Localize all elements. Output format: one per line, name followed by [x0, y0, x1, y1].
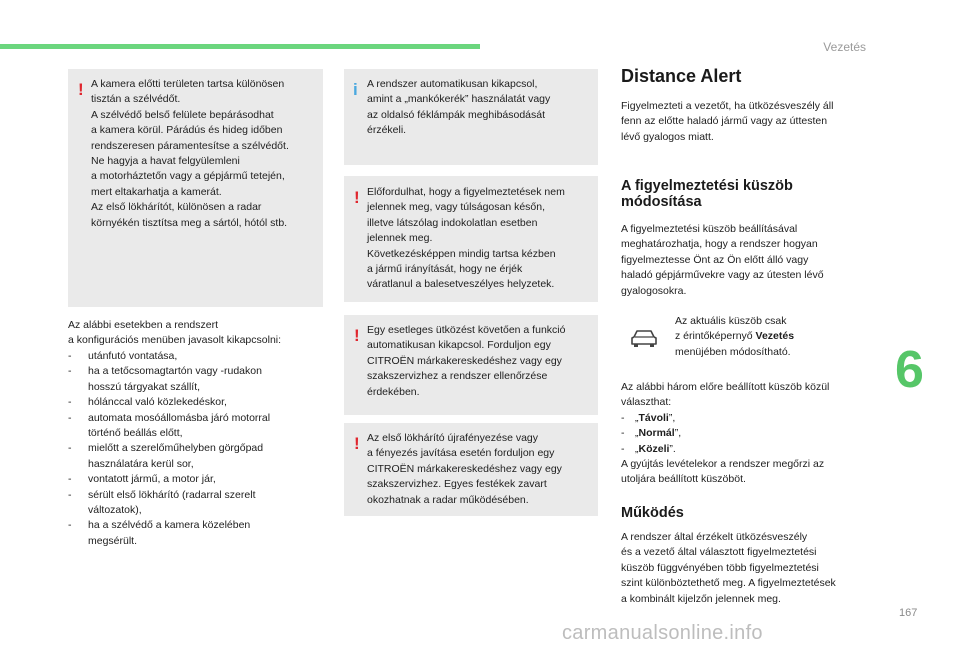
warning-text: Egy esetleges ütközést követően a funkció automatikusan kikapcsol. Forduljon egy CITROËN márkakereskedéshez vagy egy szakszervizhez a rendszer ellenőrzése érdekében.: [367, 324, 566, 398]
option-item: - „Távoli”,: [621, 411, 881, 426]
option-label: Normál: [638, 427, 675, 440]
note-text: Az aktuális küszöb csak z érintőképernyő: [675, 315, 787, 343]
warning-text: Az első lökhárító újrafényezése vagy a fényezés javítása esetén forduljon egy CITROËN márkakereskedéshez vagy egy szakszervizhez. Egyes festékek zavart okozhatnak a radar működésében.: [367, 432, 562, 506]
info-text: A rendszer automatikusan kikapcsol, amint a „mankókerék” használatát vagy az oldalsó féklámpák meghibásodását érzékeli.: [367, 78, 551, 137]
warning-icon: !: [354, 434, 360, 453]
warning-text: A kamera előtti területen tartsa különösen tisztán a szélvédőt. A szélvédő belső felülete bepárásodhat a kamera körül. Párádús és hideg időben rendszeresen páramentesítse a szélvédőt. Ne hagyja a havat felgyülemleni a motorháztetőn vagy a gépjármű tetején, mert eltakarhatja a kamerát. Az első lökhárítót, különösen a radar környékén tisztítsa meg a sártól, hótól stb.: [91, 78, 289, 229]
touchscreen-note: [675, 314, 875, 360]
warning-box-bumper: [344, 423, 598, 516]
threshold-text: A figyelmeztetési küszöb beállításával meghatározhatja, hogy a rendszer hogyan figyelmeztesse Önt az Ön előtt álló vagy haladó gépjárművekre vagy az útesten lévő gyalogosokra.: [621, 223, 824, 297]
chapter-progress-bar: [0, 44, 480, 49]
option-label: Távoli: [638, 412, 669, 424]
list-item: - automata mosóállomásba járó motorral történő beállás előtt,: [68, 411, 328, 442]
warning-text: Előfordulhat, hogy a figyelmeztetések nem jelennek meg, vagy túlságosan későn, illetve látszólag indokolatlan esetben jelennek meg. Következésképpen mindig tartsa kézben a jármű irányítását, hogy ne érjék váratlanul a balesetveszélyes helyzetek.: [367, 186, 565, 291]
option-item: - „Közeli”.: [621, 442, 881, 457]
note-text: menüjében módosítható.: [675, 345, 791, 358]
list-item: - hólánccal való közlekedéskor,: [68, 395, 328, 410]
list-item: - utánfutó vontatása,: [68, 349, 328, 364]
option-item: - „Normál”,: [621, 426, 881, 441]
section-intro: Figyelmezteti a vezetőt, ha ütközésveszély áll fenn az előtte haladó jármű vagy az úttesten lévő gyalogos miatt.: [621, 100, 834, 143]
warning-box-camera: [68, 69, 323, 307]
warning-icon: !: [78, 80, 84, 99]
list-item: - ha a tetőcsomagtartón vagy -rudakon hosszú tárgyakat szállít,: [68, 364, 328, 395]
car-front-icon: [629, 328, 659, 348]
option-label: Közeli: [638, 442, 670, 455]
list-item: - sérült első lökhárító (radarral szerelt változatok),: [68, 488, 328, 519]
watermark: carmanualsonline.info: [562, 622, 763, 644]
disable-intro: Az alábbi esetekben a rendszert a konfigurációs menüben javasolt kikapcsolni:: [68, 319, 282, 347]
info-box: [344, 69, 598, 165]
list-item: - vontatott jármű, a motor jár,: [68, 472, 328, 487]
warning-box-alerts: [344, 176, 598, 302]
memory-note: A gyújtás levételekor a rendszer megőrzi az utoljára beállított küszöböt.: [621, 458, 825, 486]
disable-list: [68, 349, 328, 549]
warning-icon: !: [354, 326, 360, 345]
warning-icon: !: [354, 188, 360, 207]
threshold-heading: A figyelmeztetési küszöb módosítása: [621, 178, 793, 210]
page-number: 167: [899, 607, 918, 619]
section-title: Distance Alert: [621, 66, 742, 86]
chapter-number: 6: [895, 341, 924, 399]
options-intro: Az alábbi három előre beállított küszöb közül választhat:: [621, 381, 830, 409]
menu-name: Vezetés: [755, 330, 795, 343]
operation-heading: Működés: [621, 505, 684, 521]
list-item: - mielőtt a szerelőműhelyben görgőpad használatára kerül sor,: [68, 441, 328, 472]
warning-box-collision: [344, 315, 598, 415]
list-item: - ha a szélvédő a kamera közelében megsérült.: [68, 518, 328, 549]
threshold-options: [621, 411, 881, 457]
chapter-title: Vezetés: [823, 40, 866, 54]
operation-text: A rendszer által érzékelt ütközésveszély és a vezető által választott figyelmeztetési küszöb függvényében több figyelmeztetési szint különböztethető meg. A figyelmeztetések a kombinált kijelzőn jelennek meg.: [621, 531, 836, 605]
info-icon: i: [353, 80, 358, 99]
